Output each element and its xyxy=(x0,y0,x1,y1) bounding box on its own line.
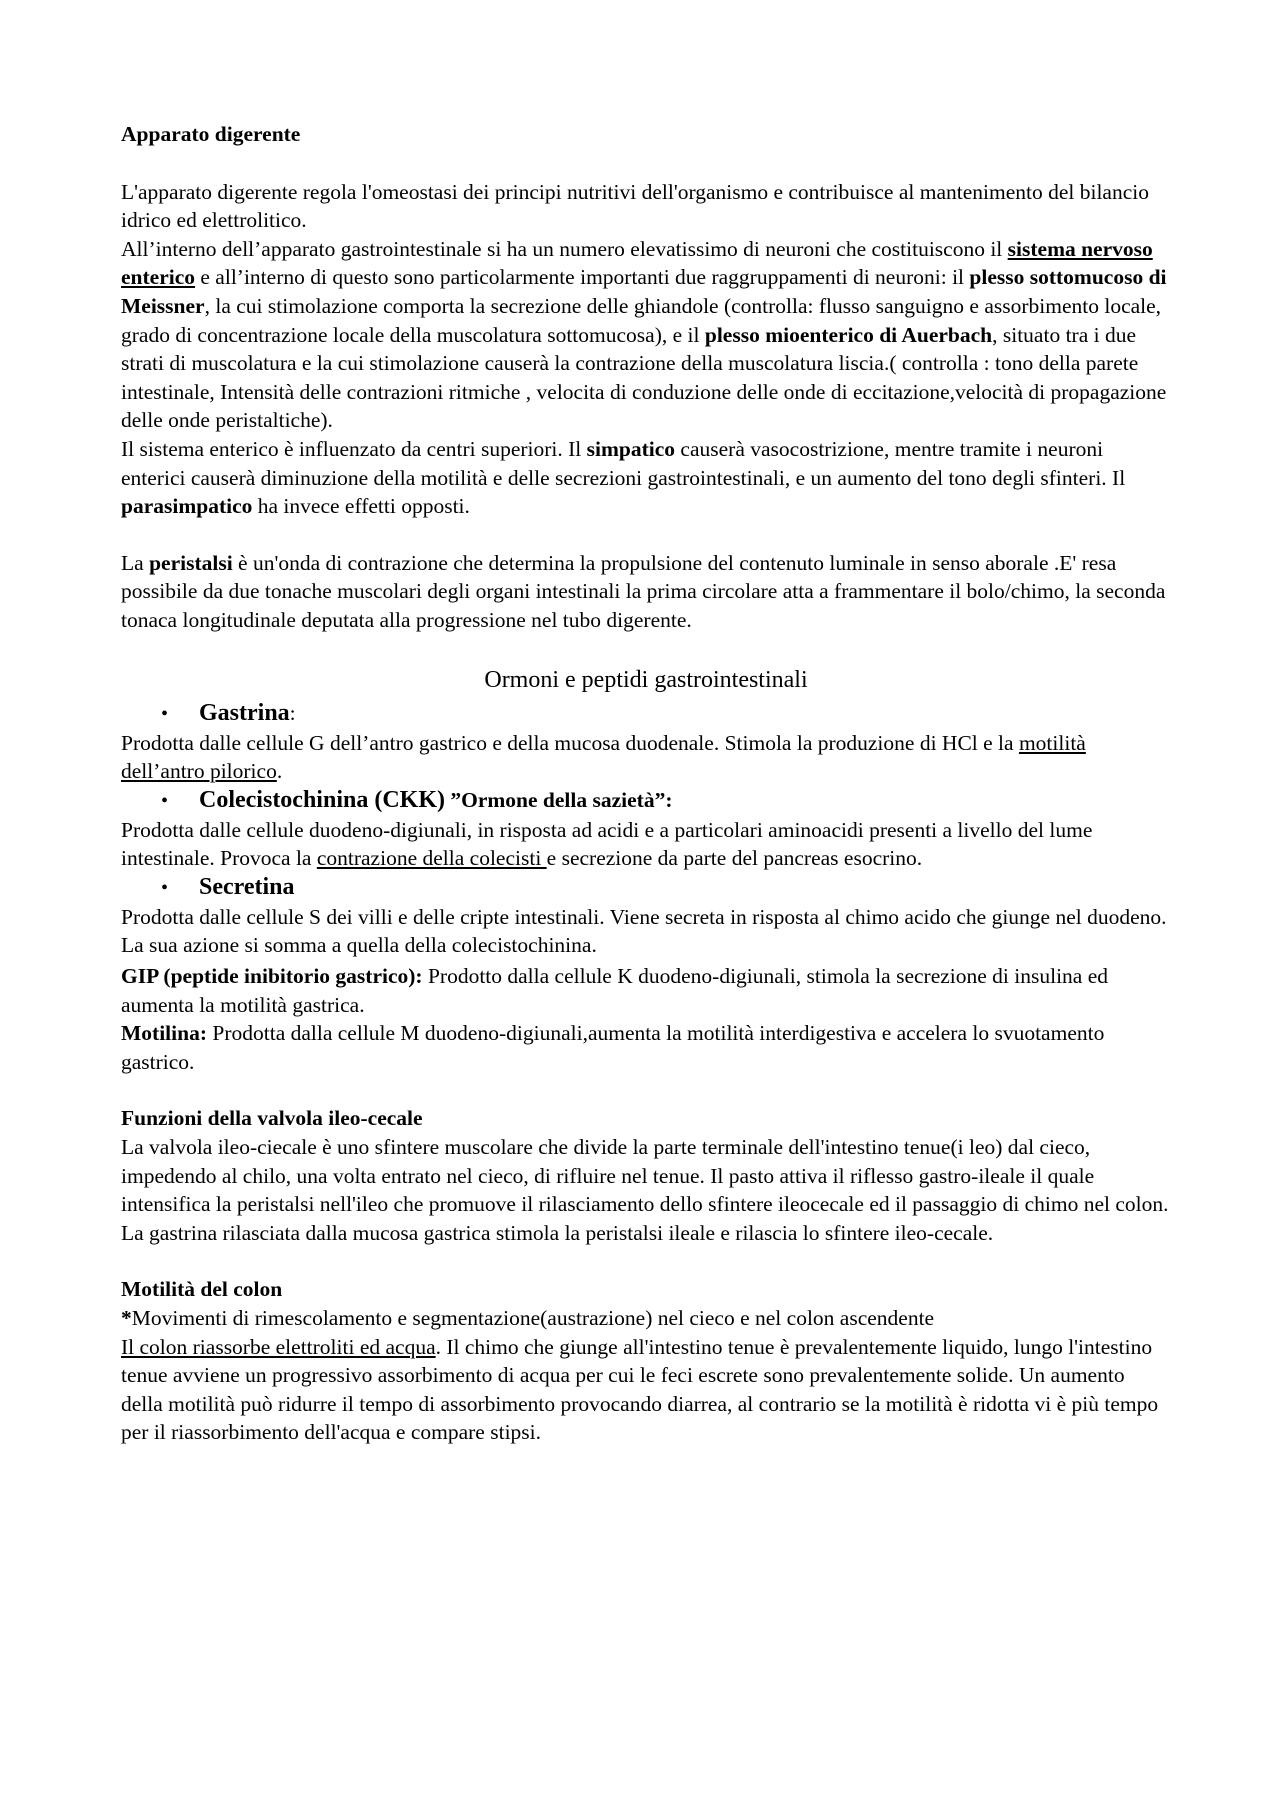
document-title: Apparato digerente xyxy=(121,122,301,146)
term-sistema-nervoso-enterico: sistema nervoso enterico xyxy=(121,236,1153,290)
spacer xyxy=(121,1247,1171,1275)
intro-text: ha invece effetti opposti. xyxy=(252,494,470,519)
term-parasimpatico: parasimpatico xyxy=(121,494,253,519)
peristalsi-paragraph xyxy=(121,549,1171,635)
section-title-valvola: Funzioni della valvola ileo-cecale xyxy=(121,1106,423,1131)
gastrina-description xyxy=(121,729,1171,786)
bullet-dot: • xyxy=(161,702,169,725)
hormone-name-gastrina: Gastrina xyxy=(199,699,290,726)
gip-text: Prodotto dalla cellule K duodeno-digiunali, stimola la secrezione di insulina ed aumenta la motilità gastrica. xyxy=(121,964,1109,1017)
cck-subtitle: ”Ormone della sazietà”: xyxy=(445,787,673,812)
intro-text: e all’interno di questo sono particolarmente importanti due raggruppamenti di neuroni: il xyxy=(195,265,970,290)
section-heading-ormoni: Ormoni e peptidi gastrointestinali xyxy=(484,666,808,693)
hormone-name-secretina: Secretina xyxy=(199,873,295,900)
term-plesso-meissner: plesso sottomucoso di Meissner xyxy=(121,265,1167,318)
spacer xyxy=(121,521,1171,549)
cck-text-end: e secrezione da parte del pancreas esocrino. xyxy=(546,846,923,871)
intro-paragraph-2 xyxy=(121,235,1171,435)
cck-underlined: contrazione della colecisti xyxy=(316,846,547,871)
colon-mark: : xyxy=(289,700,296,725)
hormone-name-motilina: Motilina: xyxy=(121,1021,207,1046)
term-plesso-auerbach: plesso mioenterico di Auerbach xyxy=(704,322,993,347)
peristalsi-text: La xyxy=(121,550,150,575)
bullet-dot: • xyxy=(161,789,169,812)
bullet-dot: • xyxy=(161,876,169,899)
colon-paragraph xyxy=(121,1333,1171,1447)
spacer xyxy=(121,1076,1171,1104)
colon-text: . Il chimo che giunge all'intestino tenue è prevalentemente liquido, lungo l'intestino tenue avviene un progressivo assorbimento di acqua per cui le feci escrete sono prevalentemente solide. Un aumento della motilità può ridurre il tempo di assorbimento provocando diarrea, al contrario se la motilità è ridotta vi è più tempo per il riassorbimento dell'acqua e compare stipsi. xyxy=(121,1334,1159,1445)
intro-text: causerà vasocostrizione, mentre tramite i neuroni enterici causerà diminuzione della motilità e delle secrezioni gastrointestinali, e un aumento del tono degli sfinteri. Il xyxy=(121,436,1126,490)
colon-line-1 xyxy=(121,1304,1171,1333)
term-simpatico: simpatico xyxy=(586,436,676,461)
hormone-name-cck: Colecistochinina (CKK) xyxy=(199,786,445,813)
bullet-secretina xyxy=(121,873,1171,903)
intro-text: Il sistema enterico è influenzato da centri superiori. Il xyxy=(121,436,587,461)
cck-description xyxy=(121,816,1171,873)
intro-paragraph-1 xyxy=(121,178,1171,235)
intro-text: L'apparato digerente regola l'omeostasi dei principi nutritivi dell'organismo e contribuisce al mantenimento del bilancio idrico ed elettrolitico. xyxy=(121,179,1149,233)
intro-paragraph-3 xyxy=(121,435,1171,521)
intro-text: , la cui stimolazione comporta la secrezione delle ghiandole (controlla: flusso sanguigno e assorbimento locale, grado di concentrazione locale della muscolatura sottomucosa), e il xyxy=(121,293,1162,347)
motilina-paragraph xyxy=(121,1019,1171,1076)
bullet-gastrina xyxy=(121,699,1171,729)
motilina-text: Prodotta dalla cellule M duodeno-digiunali,aumenta la motilità interdigestiva e accelera lo svuotamento gastrico. xyxy=(121,1021,1105,1074)
document-page xyxy=(121,120,1171,1447)
term-peristalsi: peristalsi xyxy=(149,550,233,575)
hormone-name-gip: GIP (peptide inibitorio gastrico): xyxy=(121,964,423,989)
valvola-paragraph: La valvola ileo-ciecale è uno sfintere muscolare che divide la parte terminale dell'intestino tenue(i leo) dal cieco, impedendo al chilo, una volta entrato nel cieco, di rifluire nel tenue. Il pasto attiva il riflesso gastro-ileale il quale intensifica la peristalsi nell'ileo che promuove il rilasciamento dello sfintere ileocecale ed il passaggio di chimo nel colon. La gastrina rilasciata dalla mucosa gastrica stimola la peristalsi ileale e rilascia lo sfintere ileo-cecale. xyxy=(121,1135,1169,1245)
gastrina-text: Prodotta dalle cellule G dell’antro gastrico e della mucosa duodenale. Stimola la produzione di HCl e la xyxy=(121,730,1019,755)
colon-line1-text: Movimenti di rimescolamento e segmentazione(austrazione) nel cieco e nel colon ascendente xyxy=(131,1306,935,1330)
cck-text: Prodotta dalle cellule duodeno-digiunali, in risposta ad acidi e a particolari aminoacidi presenti a livello del lume intestinale. Provoca la xyxy=(121,817,1093,871)
secretina-description: Prodotta dalle cellule S dei villi e delle cripte intestinali. Viene secreta in risposta al chimo acido che giunge nel duodeno. La sua azione si somma a quella della colecistochinina. xyxy=(121,904,1167,958)
intro-text: , situato tra i due strati di muscolatura e la cui stimolazione causerà la contrazione della muscolatura liscia.( controlla : tono della parete intestinale, Intensità delle contrazioni ritmiche , velocita di conduzione delle onde di eccitazione,velocità di propagazione delle onde peristaltiche). xyxy=(121,322,1167,433)
gastrina-text-end: . xyxy=(276,759,283,784)
gastrina-underlined: motilità dell’antro pilorico xyxy=(121,730,1086,784)
star-mark: * xyxy=(121,1306,132,1330)
colon-underlined: Il colon riassorbe elettroliti ed acqua xyxy=(121,1334,436,1359)
section-title-colon: Motilità del colon xyxy=(121,1277,283,1302)
bullet-cck xyxy=(121,786,1171,816)
peristalsi-text: è un'onda di contrazione che determina la propulsione del contenuto luminale in senso aborale .E' resa possibile da due tonache muscolari degli organi intestinali la prima circolare atta a frammentare il bolo/chimo, la seconda tonaca longitudinale deputata alla progressione nel tubo digerente. xyxy=(121,550,1166,632)
gip-paragraph xyxy=(121,962,1171,1019)
intro-text: All’interno dell’apparato gastrointestinale si ha un numero elevatissimo di neuroni che costituiscono il xyxy=(121,236,1008,261)
